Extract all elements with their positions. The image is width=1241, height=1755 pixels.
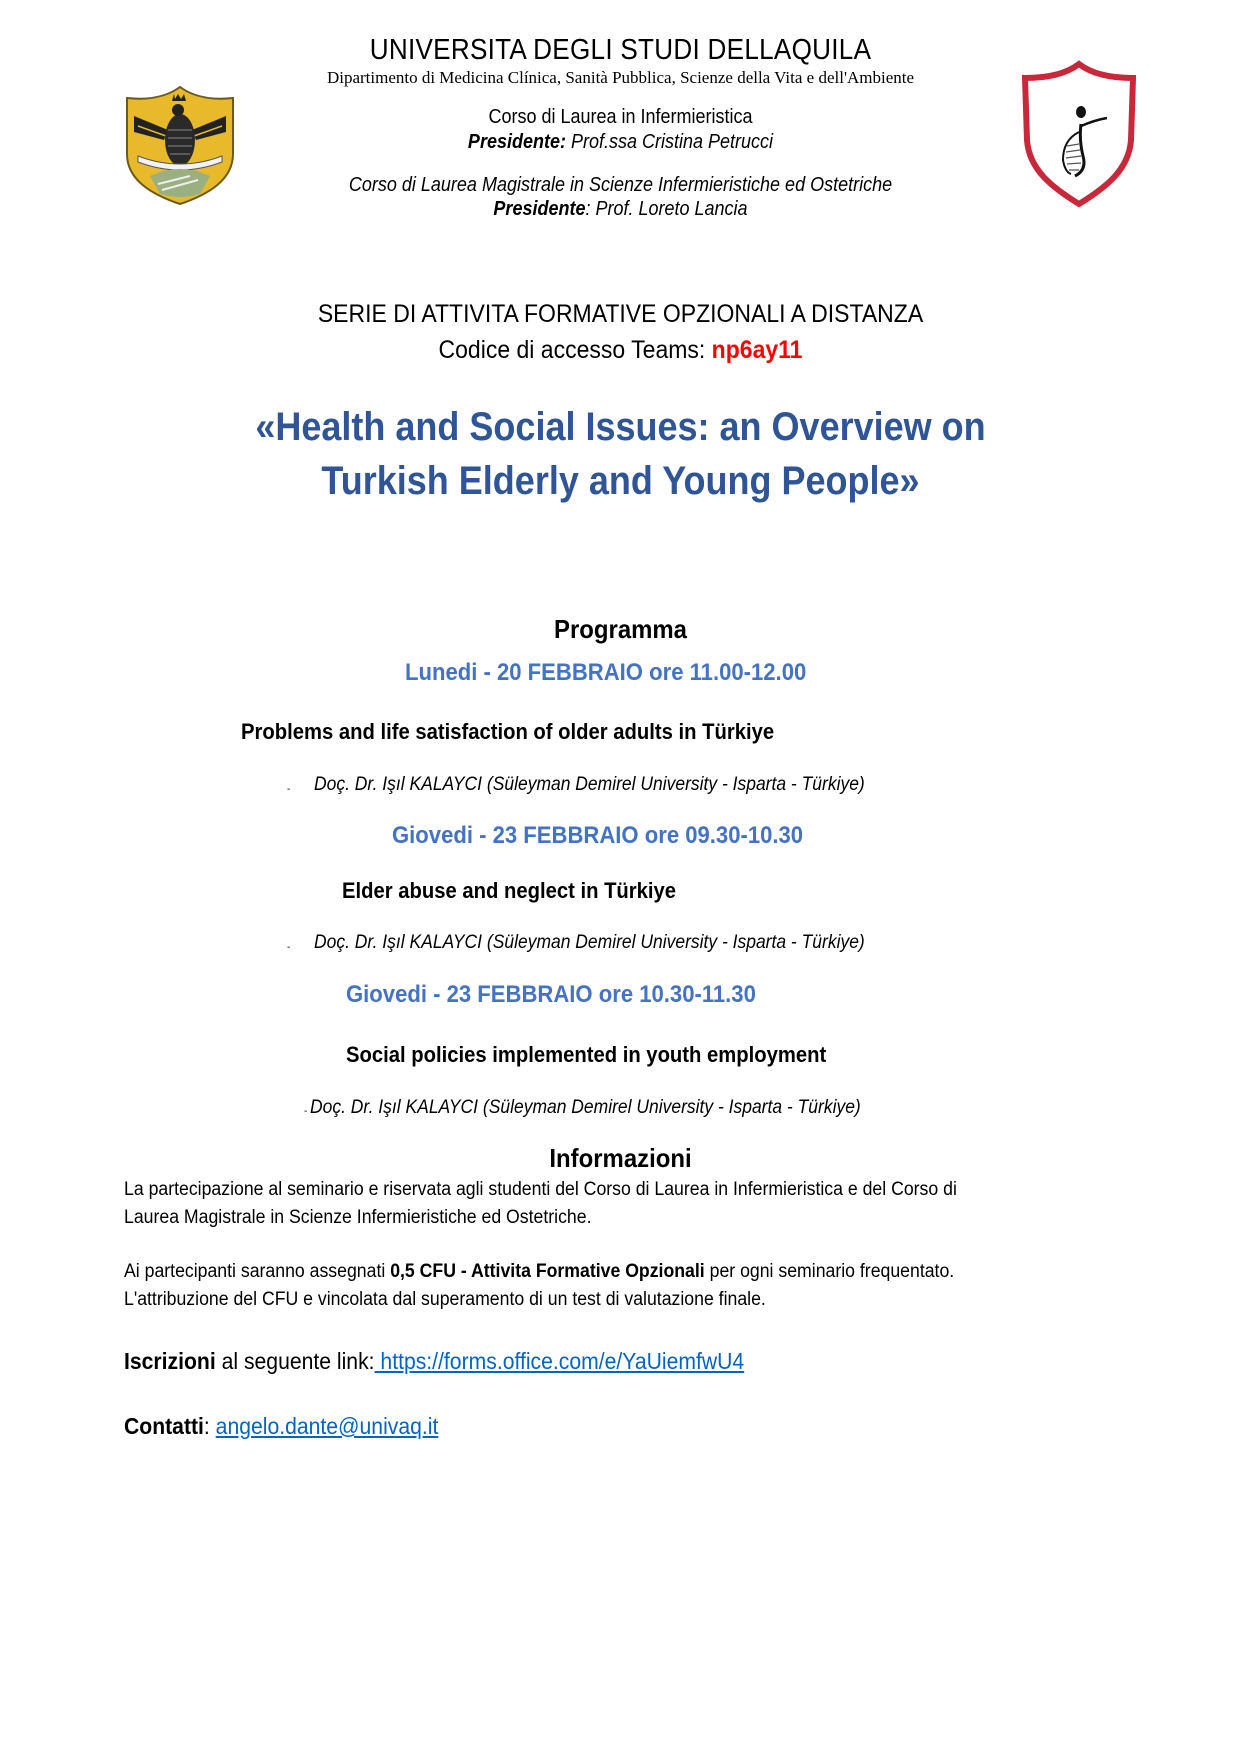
text: Ai partecipanti saranno assegnati bbox=[124, 1261, 391, 1282]
contacts-line bbox=[124, 1413, 438, 1440]
president-name: Prof.ssa Cristina Petrucci bbox=[565, 131, 774, 153]
text: per ogni seminario frequentato. bbox=[704, 1261, 955, 1282]
info-paragraph-credits bbox=[124, 1258, 1142, 1314]
registration-line bbox=[124, 1348, 744, 1375]
text-line bbox=[124, 1258, 1071, 1286]
registration-text: al seguente link: bbox=[215, 1348, 375, 1374]
university-name: UNIVERSITA DEGLI STUDI DELLAQUILA bbox=[369, 34, 872, 66]
course-president bbox=[62, 131, 1179, 154]
department-name: Dipartimento di Medicina Clínica, Sanità Pubblica, Scienze della Vita e dell'Ambiente bbox=[326, 68, 915, 87]
contacts-label: Contatti bbox=[124, 1413, 204, 1439]
session-speaker: Doç. Dr. Işıl KALAYCI (Süleyman Demirel University - Isparta - Türkiye) bbox=[314, 932, 865, 953]
president-name: : Prof. Loreto Lancia bbox=[585, 198, 748, 220]
contacts-separator: : bbox=[203, 1413, 216, 1439]
bullet-icon: - bbox=[287, 942, 291, 953]
course-name: Corso di Laurea in Infermieristica bbox=[488, 106, 753, 128]
bullet-icon: - bbox=[304, 1106, 308, 1117]
text-line: L'attribuzione del CFU e vincolata dal superamento di un test di valutazione finale. bbox=[124, 1289, 766, 1310]
info-paragraph-eligibility bbox=[124, 1176, 1142, 1232]
session-topic: Problems and life satisfaction of older adults in Türkiye bbox=[241, 719, 775, 744]
contact-email-link[interactable]: angelo.dante@univaq.it bbox=[215, 1413, 439, 1439]
session-speaker: Doç. Dr. Işıl KALAYCI (Süleyman Demirel University - Isparta - Türkiye) bbox=[314, 774, 865, 795]
access-code-label: Codice di accesso Teams: bbox=[438, 336, 712, 364]
president-label: Presidente: bbox=[467, 131, 566, 153]
event-title-line-1: «Health and Social Issues: an Overview on bbox=[255, 405, 986, 449]
session-topic: Social policies implemented in youth employment bbox=[346, 1042, 827, 1067]
registration-link[interactable]: https://forms.office.com/e/YaUiemfwU4 bbox=[374, 1348, 745, 1374]
president-label: Presidente bbox=[493, 198, 586, 220]
session-date: Giovedi - 23 FEBBRAIO ore 09.30-10.30 bbox=[392, 822, 804, 849]
teams-access-code-line bbox=[50, 336, 1192, 365]
session-date: Lunedi - 20 FEBBRAIO ore 11.00-12.00 bbox=[405, 659, 807, 686]
session-speaker: Doç. Dr. Işıl KALAYCI (Süleyman Demirel University - Isparta - Türkiye) bbox=[310, 1097, 861, 1118]
program-heading: Programma bbox=[554, 614, 687, 644]
event-title-line-2: Turkish Elderly and Young People» bbox=[321, 459, 920, 503]
credits-highlight: 0,5 CFU - Attivita Formative Opzionali bbox=[390, 1261, 705, 1282]
registration-label: Iscrizioni bbox=[124, 1348, 216, 1374]
bullet-icon: - bbox=[287, 784, 291, 795]
series-label: SERIE DI ATTIVITA FORMATIVE OPZIONALI A DISTANZA bbox=[317, 300, 924, 328]
master-course-name: Corso di Laurea Magistrale in Scienze Infermieristiche ed Ostetriche bbox=[348, 174, 893, 196]
text-line: La partecipazione al seminario e riservata agli studenti del Corso di Laurea in Infermieristica e del Corso di bbox=[124, 1179, 957, 1200]
session-topic: Elder abuse and neglect in Türkiye bbox=[342, 878, 677, 903]
access-code: np6ay11 bbox=[711, 336, 803, 364]
text-line: Laurea Magistrale in Scienze Infermieristiche ed Ostetriche. bbox=[124, 1207, 592, 1228]
master-course-president bbox=[62, 198, 1179, 221]
session-date: Giovedi - 23 FEBBRAIO ore 10.30-11.30 bbox=[346, 981, 756, 1008]
info-heading: Informazioni bbox=[549, 1143, 692, 1173]
